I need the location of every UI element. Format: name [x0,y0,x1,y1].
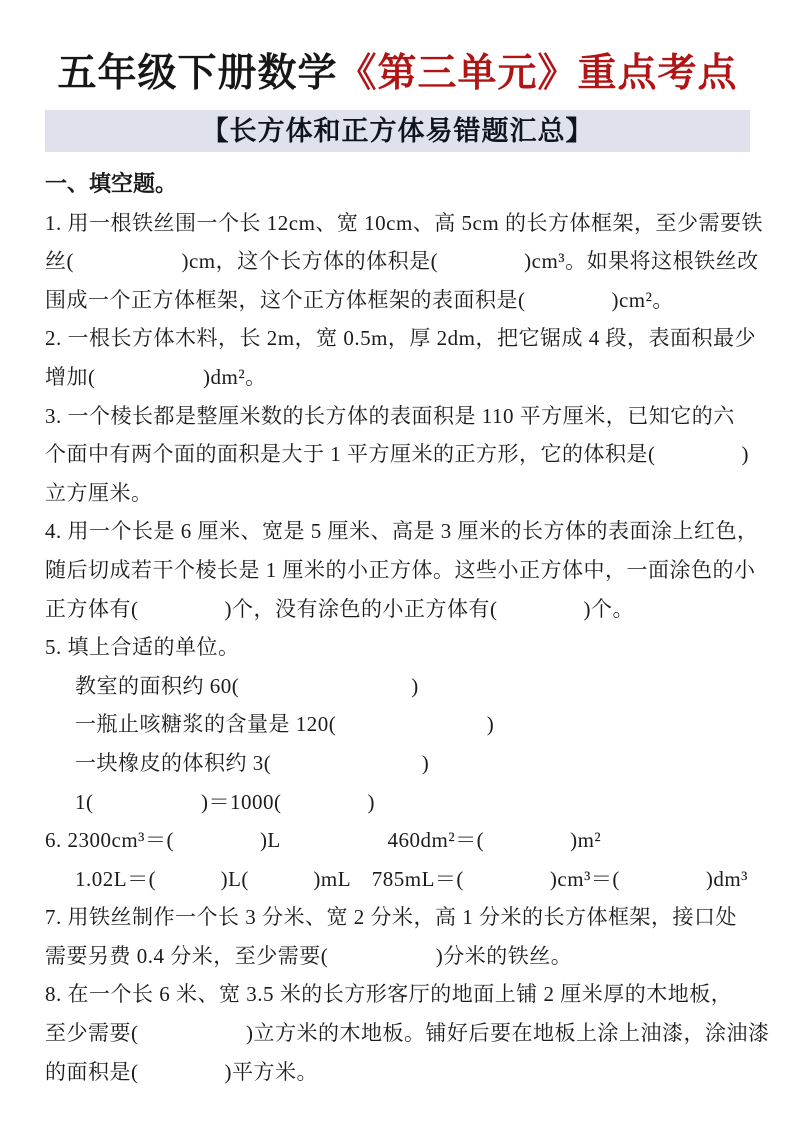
title-grade-part: 五年级下册数学 [57,52,338,95]
question-4-line-3: 正方体有( )个，没有涂色的小正方体有( )个。 [45,596,634,621]
question-2-line-1: 2. 一根长方体木料，长 2m，宽 0.5m，厚 2dm，把它锯成 4 段，表面积最少 [45,326,757,351]
question-5-line-2: 教室的面积约 60( ) [75,673,419,698]
section-heading: 一、填空题。 [45,171,178,196]
question-3-line-1: 3. 一个棱长都是整厘米数的长方体的表面积是 110 平方厘米，已知它的六 [45,403,735,428]
question-7-line-1: 7. 用铁丝制作一个长 3 分米、宽 2 分米，高 1 分米的长方体框架，接口处 [45,905,737,930]
question-2-line-2: 增加( )dm²。 [45,364,267,389]
question-5-line-4: 一块橡皮的体积约 3( ) [75,750,430,775]
question-1-line-2: 丝( )cm，这个长方体的体积是( )cm³。如果将这根铁丝改 [45,249,759,274]
question-8-line-3: 的面积是( )平方米。 [45,1059,318,1084]
title-unit-part: 《第三单元》重点考点 [337,52,738,95]
question-6-line-1: 6. 2300cm³＝( )L 460dm²＝( )m² [45,828,602,853]
question-3-line-3: 立方厘米。 [45,480,153,505]
question-4-line-1: 4. 用一个长是 6 厘米、宽是 5 厘米、高是 3 厘米的长方体的表面涂上红色， [45,519,759,544]
question-1-line-3: 围成一个正方体框架，这个正方体框架的表面积是( )cm²。 [45,287,674,312]
question-6-line-2: 1.02L＝( )L( )mL 785mL＝( )cm³＝( )dm³ [75,866,748,891]
subtitle-banner [45,110,750,152]
question-7-line-2: 需要另费 0.4 分米，至少需要( )分米的铁丝。 [45,943,573,968]
question-5-line-5: 1( )＝1000( ) [75,789,375,814]
question-5-line-1: 5. 填上合适的单位。 [45,635,240,660]
question-8-line-2: 至少需要( )立方米的木地板。铺好后要在地板上涂上油漆，涂油漆 [45,1021,770,1046]
question-3-line-2: 个面中有两个面的面积是大于 1 平方厘米的正方形，它的体积是( ) [45,442,749,467]
page-title [45,48,750,100]
question-4-line-2: 随后切成若干个棱长是 1 厘米的小正方体。这些小正方体中，一面涂色的小 [45,557,756,582]
question-5-line-3: 一瓶止咳糖浆的含量是 120( ) [75,712,495,737]
questions-container [45,204,770,1092]
subtitle-text: 【长方体和正方体易错题汇总】 [201,116,594,146]
question-8-line-1: 8. 在一个长 6 米、宽 3.5 米的长方形客厅的地面上铺 2 厘米厚的木地板， [45,982,733,1007]
question-1-line-1: 1. 用一根铁丝围一个长 12cm、宽 10cm、高 5cm 的长方体框架，至少需要铁 [45,210,763,235]
